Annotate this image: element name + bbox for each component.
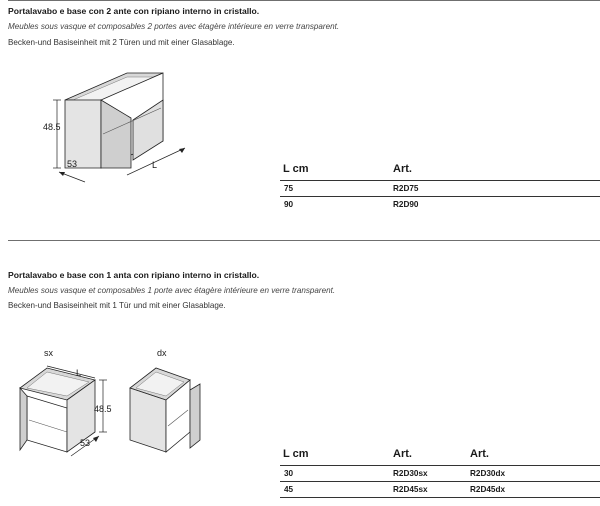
section2-row2-l: 45 [284,485,294,494]
section1-header-art: Art. [393,163,412,175]
section2-row2-art-sx: R2D45sx [393,485,428,494]
section2-length-label: L [76,368,82,378]
section2-table-rule [280,481,600,482]
section2-header-art-dx: Art. [470,448,489,460]
two-door-cabinet-drawing [35,70,210,185]
section1-row2-l: 90 [284,200,294,209]
section2-row1-art-sx: R2D30sx [393,469,428,478]
section1-header-l: L cm [283,163,309,175]
section2-subtitle-fr: Meubles sous vasque et composables 1 porte avec étagère intérieure en verre transparent. [8,286,336,295]
section1-row1-art: R2D75 [393,184,419,193]
section2-subtitle-de: Becken-und Basiseinheit mit 1 Tür und mit einer Glasablage. [8,301,226,310]
section1-subtitle-fr: Meubles sous vasque et composables 2 portes avec étagère intérieure en verre transparent. [8,22,340,31]
section2-title: Portalavabo e base con 1 anta con ripiano interno in cristallo. [8,270,260,280]
section2-header-art-sx: Art. [393,448,412,460]
section-divider [8,240,600,241]
one-door-cabinet-dx-drawing [128,360,223,465]
section2-row1-l: 30 [284,469,294,478]
section2-header-l: L cm [283,448,309,460]
section2-table-rule [280,497,600,498]
section1-subtitle-de: Becken-und Basiseinheit mit 2 Türen und mit einer Glasablage. [8,38,235,47]
top-divider [8,0,600,1]
right-variant-label: dx [157,348,167,358]
section1-height-label: 48.5 [43,122,61,132]
left-variant-label: sx [44,348,53,358]
section2-height-label: 48.5 [94,404,112,414]
section1-table-rule [280,180,600,181]
section1-title: Portalavabo e base con 2 ante con ripiano interno in cristallo. [8,6,260,16]
section1-row2-art: R2D90 [393,200,419,209]
section2-table-rule [280,465,600,466]
section1-table-rule [280,196,600,197]
section1-length-label: L [152,160,158,170]
section2-row1-art-dx: R2D30dx [470,469,506,478]
section1-row1-l: 75 [284,184,294,193]
section2-row2-art-dx: R2D45dx [470,485,506,494]
section1-depth-label: 53 [67,159,78,169]
section2-depth-label: 53 [80,438,91,448]
